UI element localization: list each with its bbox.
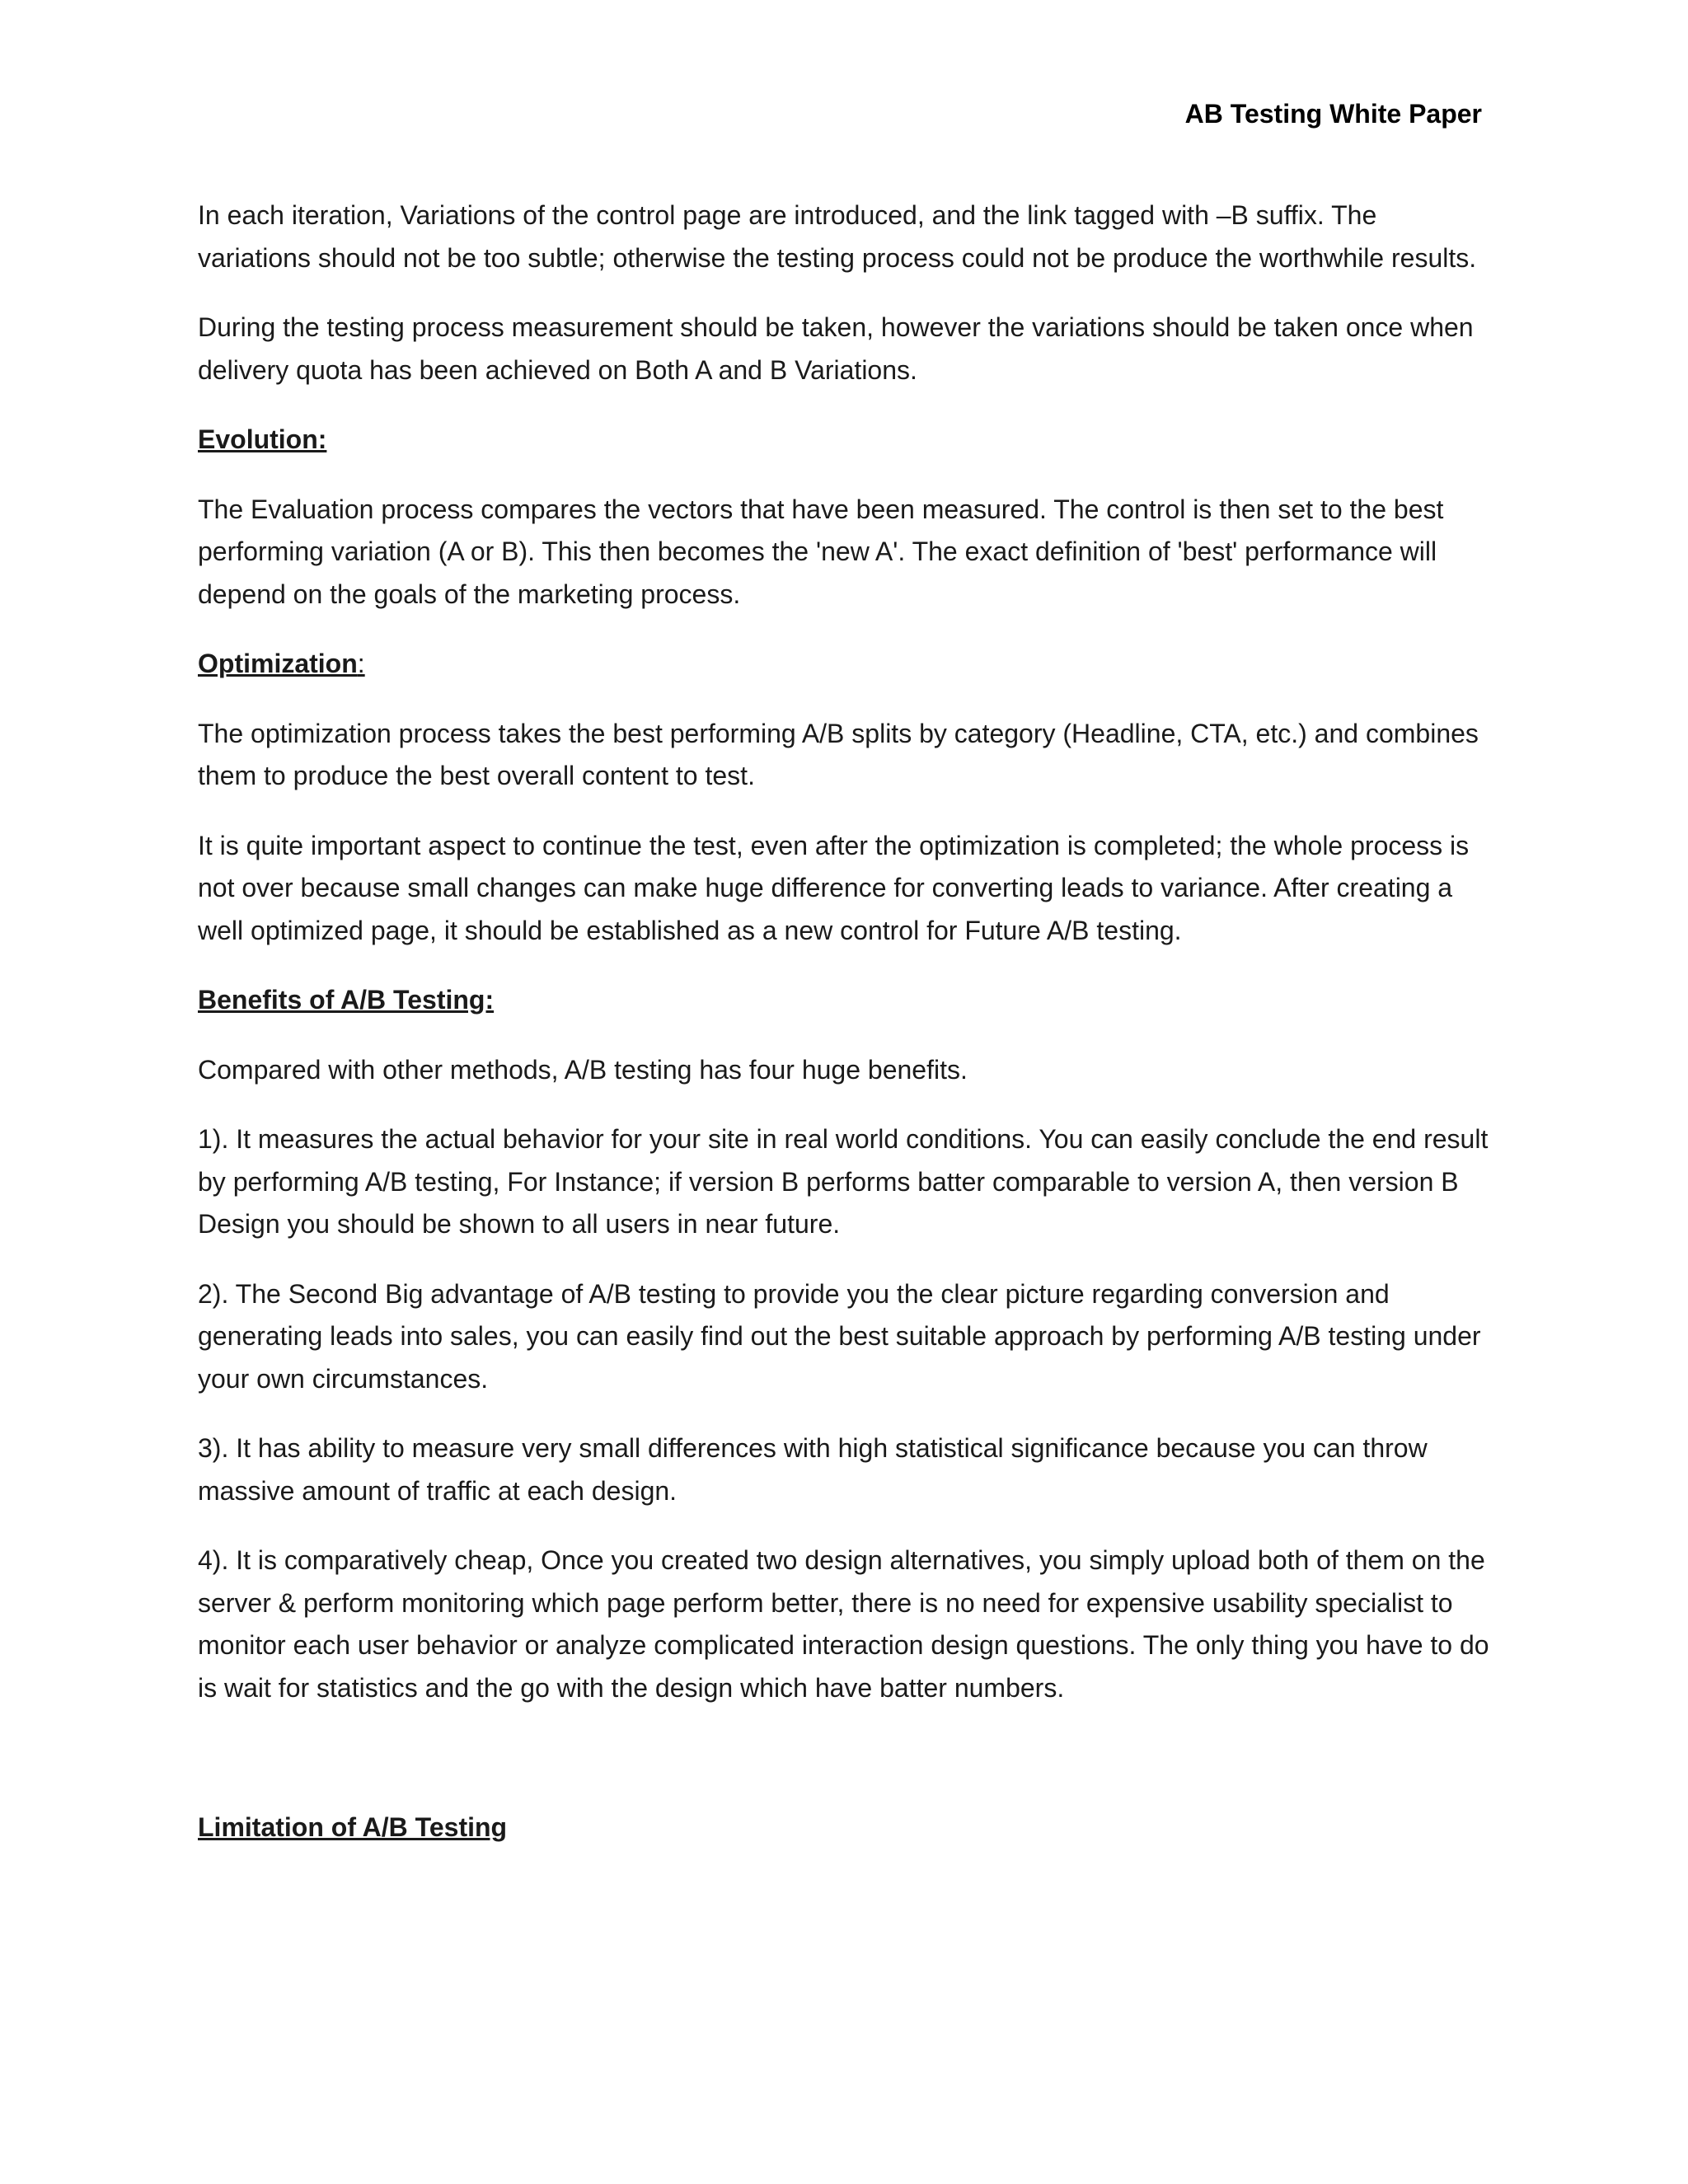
section-spacer: [198, 1736, 1492, 1807]
paragraph-continue-test: It is quite important aspect to continue the test, even after the optimization is completed; the whole process is not over because small changes can make huge difference for converting leads to variance. After creating a well optimized page, it should be established as a new control for Future A/B testing.: [198, 830, 1470, 945]
heading-optimization-colon: :: [357, 649, 365, 678]
list-item-benefit-3: 3). It has ability to measure very small differences with high statistical significance because you can throw massive amount of traffic at each design.: [198, 1433, 1428, 1506]
heading-evolution: Evolution:: [198, 424, 327, 454]
list-item-benefit-2: 2). The Second Big advantage of A/B testing to provide you the clear picture regarding conversion and generating leads into sales, you can easily find out the best suitable approach by performing A/B testing under your own circumstances.: [198, 1278, 1481, 1394]
heading-optimization: [198, 643, 1492, 686]
paragraph-optimization-process: The optimization process takes the best performing A/B splits by category (Headline, CTA, etc.) and combines them to produce the best overall content to test.: [198, 718, 1479, 790]
document-body: [198, 194, 1492, 1877]
heading-optimization-text: Optimization: [198, 649, 358, 678]
paragraph-evaluation: The Evaluation process compares the vectors that have been measured. The control is then set to the best performing variation (A or B). This then becomes the 'new A'. The exact definition of 'best' performance will depend on the goals of the marketing process.: [198, 494, 1444, 609]
list-item-benefit-4: 4). It is comparatively cheap, Once you created two design alternatives, you simply upload both of them on the server & perform monitoring which page perform better, there is no need for expensive usability specialist to monitor each user behavior or analyze complicated interaction design questions. The only thing you have to do is wait for statistics and the go with the design which have batter numbers.: [198, 1545, 1489, 1703]
paragraph-measurement: During the testing process measurement should be taken, however the variations should be taken once when delivery quota has been achieved on Both A and B Variations.: [198, 312, 1474, 385]
heading-benefits: Benefits of A/B Testing:: [198, 985, 495, 1015]
page-header-title: AB Testing White Paper: [1184, 99, 1482, 129]
heading-limitation: Limitation of A/B Testing: [198, 1812, 508, 1842]
paragraph-iteration: In each iteration, Variations of the control page are introduced, and the link tagged with –B suffix. The variations should not be too subtle; otherwise the testing process could not be produce the worthwhile results.: [198, 200, 1477, 273]
paragraph-benefits-intro: Compared with other methods, A/B testing has four huge benefits.: [198, 1054, 968, 1085]
list-item-benefit-1: 1). It measures the actual behavior for your site in real world conditions. You can easily conclude the end result by performing A/B testing, For Instance; if version B performs batter comparable to version A, then version B Design you should be shown to all users in near future.: [198, 1124, 1489, 1239]
